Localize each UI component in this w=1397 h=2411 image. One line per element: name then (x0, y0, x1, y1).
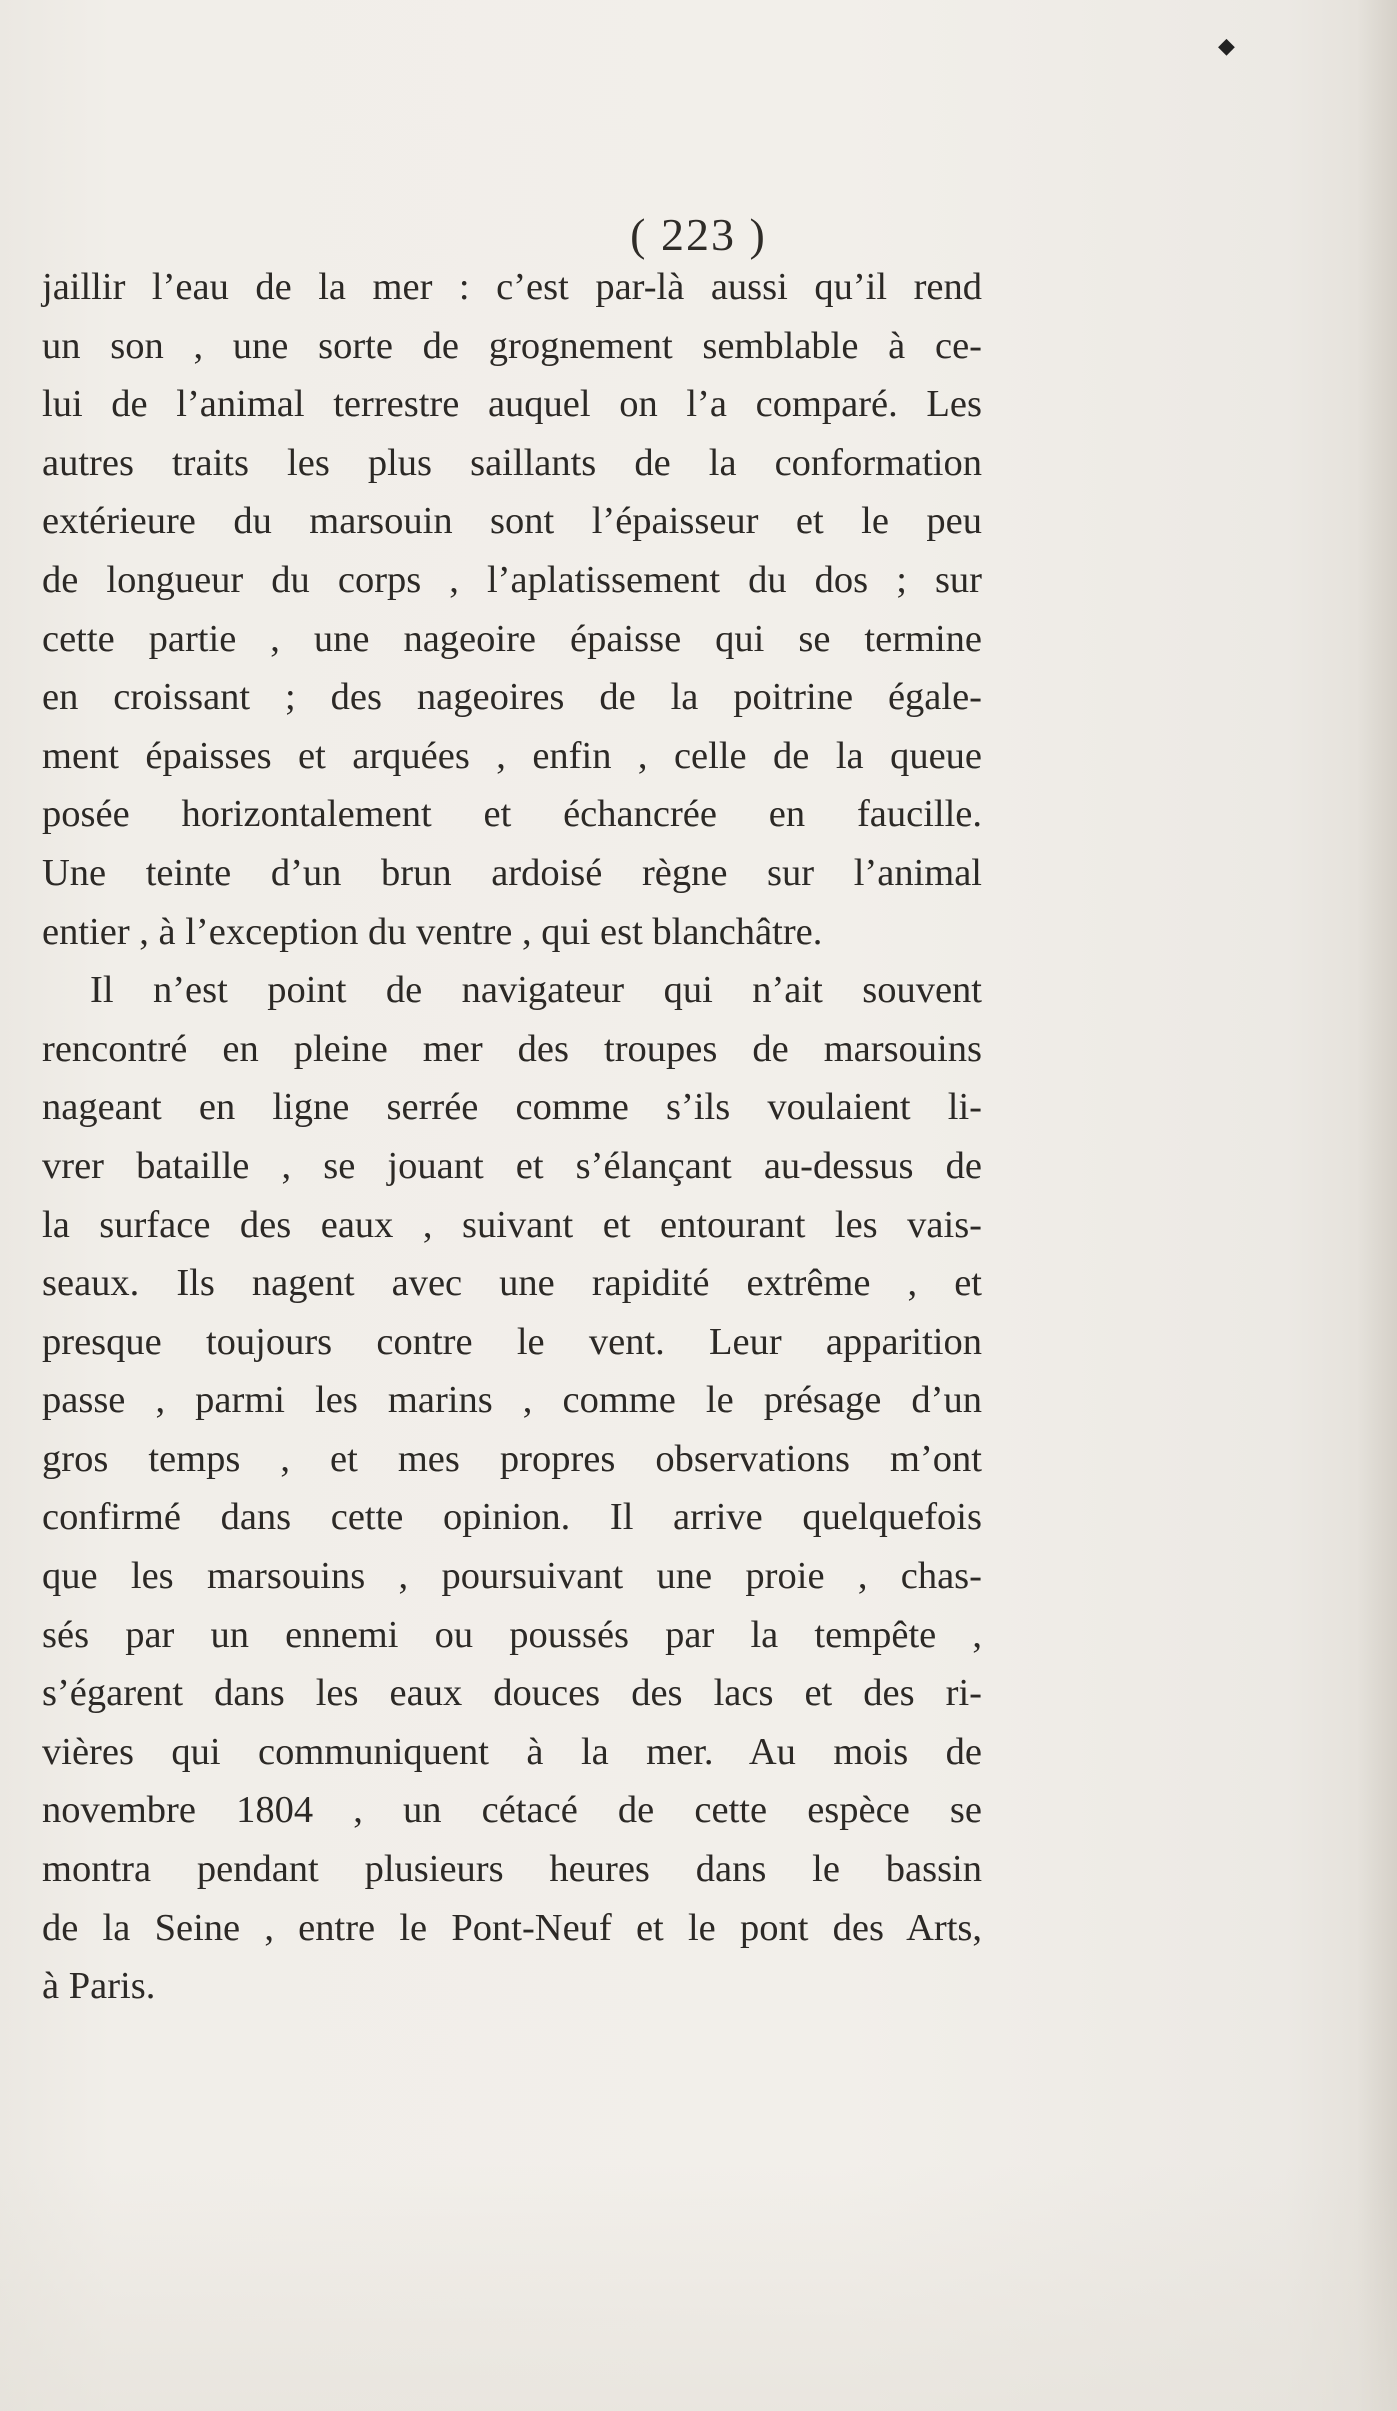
text-line: passe , parmi les marins , comme le présage d’un (42, 1379, 982, 1422)
text-line: rencontré en pleine mer des troupes de marsouins (42, 1027, 982, 1070)
body-text (42, 258, 982, 2016)
text-line: nageant en ligne serrée comme s’ils voulaient li- (42, 1086, 982, 1129)
text-line: seaux. Ils nagent avec une rapidité extrême , et (42, 1262, 982, 1305)
text-line: autres traits les plus saillants de la conformation (42, 441, 982, 484)
text-line: posée horizontalement et échancrée en faucille. (42, 793, 982, 836)
text-line: presque toujours contre le vent. Leur apparition (42, 1320, 982, 1363)
text-line: à Paris. (42, 1965, 156, 2008)
text-line: montra pendant plusieurs heures dans le bassin (42, 1848, 982, 1891)
text-line: jaillir l’eau de la mer : c’est par-là aussi qu’il rend (42, 266, 982, 308)
page-bottom-tone (0, 2165, 1397, 2411)
text-line: que les marsouins , poursuivant une proie , chas- (42, 1555, 982, 1598)
text-line: vières qui communiquent à la mer. Au mois de (42, 1730, 982, 1773)
text-line: entier , à l’exception du ventre , qui est blanchâtre. (42, 910, 823, 953)
text-line: s’égarent dans les eaux douces des lacs et des ri- (42, 1672, 982, 1715)
text-line: extérieure du marsouin sont l’épaisseur et le peu (42, 500, 982, 543)
text-line: ment épaisses et arquées , enfin , celle de la queue (42, 734, 982, 777)
page-number: ( 223 ) (630, 209, 767, 260)
text-line: novembre 1804 , un cétacé de cette espèce se (42, 1789, 982, 1832)
text-line: Il n’est point de navigateur qui n’ait souvent (90, 969, 982, 1012)
text-line: sés par un ennemi ou poussés par la tempête , (42, 1613, 982, 1656)
text-line: confirmé dans cette opinion. Il arrive quelquefois (42, 1496, 982, 1539)
text-line: vrer bataille , se jouant et s’élançant au-dessus de (42, 1144, 982, 1187)
page-edge-shadow (1357, 0, 1397, 2411)
text-line: de longueur du corps , l’aplatissement du dos ; sur (42, 558, 982, 601)
text-line: un son , une sorte de grognement semblable à ce- (42, 324, 982, 367)
text-line: de la Seine , entre le Pont-Neuf et le pont des Arts, (42, 1906, 982, 1949)
text-line: en croissant ; des nageoires de la poitrine égale- (42, 676, 982, 719)
text-line: Une teinte d’un brun ardoisé règne sur l’animal (42, 851, 982, 894)
text-line: cette partie , une nageoire épaisse qui se termine (42, 617, 982, 660)
text-line: la surface des eaux , suivant et entourant les vais- (42, 1203, 982, 1246)
text-line: gros temps , et mes propres observations m’ont (42, 1437, 982, 1480)
text-line: lui de l’animal terrestre auquel on l’a comparé. Les (42, 383, 982, 426)
ink-speck-icon: ◆ (1218, 34, 1235, 59)
